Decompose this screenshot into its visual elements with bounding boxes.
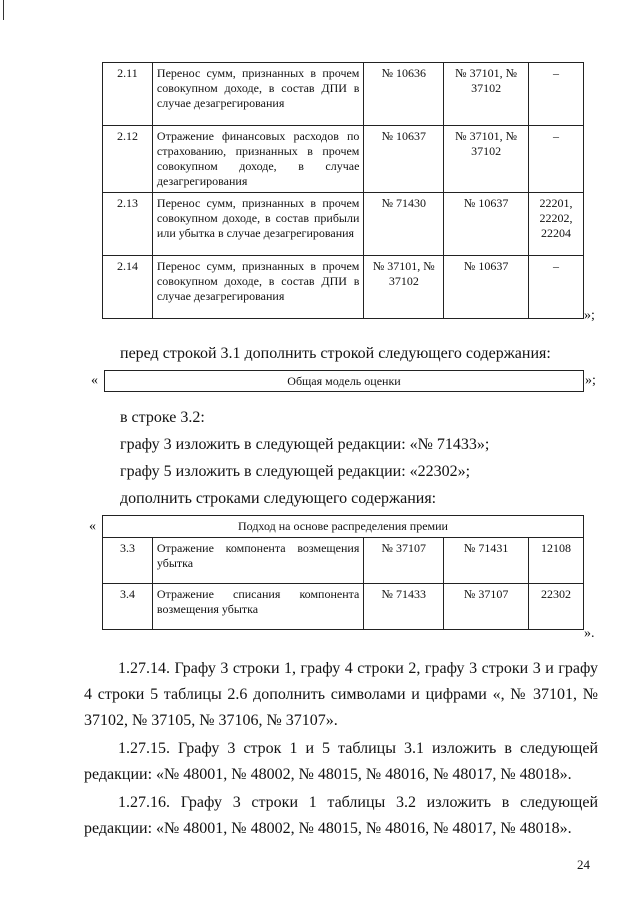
paragraph-1-27-16: 1.27.16. Графу 3 строки 1 таблицы 3.2 изложить в следующей редакции: «№ 48001, № 48002, № 48015, № 48016, № 48017, № 48018».	[84, 794, 598, 837]
debit-account: № 37107	[364, 538, 444, 584]
table-row	[103, 126, 584, 193]
credit-account: № 37101, № 37102	[444, 63, 529, 126]
debit-account: № 71430	[364, 193, 444, 256]
credit-account: № 37101, № 37102	[444, 126, 529, 193]
inserted-row-general-model: Общая модель оценки	[104, 370, 584, 392]
table-row	[103, 256, 584, 319]
debit-account: № 10636	[364, 63, 444, 126]
row-number: 2.12	[103, 126, 153, 193]
credit-account: № 10637	[444, 193, 529, 256]
operation-description: Отражение списания компонента возмещения убытка	[152, 584, 363, 630]
debit-account: № 37101, № 37102	[364, 256, 444, 319]
margin-mark	[3, 0, 4, 20]
opening-quote: «	[89, 519, 96, 534]
operation-description: Перенос сумм, признанных в прочем совокупном доходе, в состав прибыли или убытка в случае дезагрегирования	[152, 193, 364, 256]
opening-quote: «	[91, 373, 98, 388]
row-number: 2.11	[103, 63, 153, 126]
operation-description: Перенос сумм, признанных в прочем совокупном доходе, в состав ДПИ в случае дезагрегирования	[152, 63, 364, 126]
closing-quote: »;	[585, 373, 596, 388]
page-number: 24	[577, 857, 590, 872]
row-number: 3.4	[103, 584, 153, 630]
row-number: 3.3	[103, 538, 153, 584]
table-header-row	[103, 516, 584, 538]
instruction-text: дополнить строками следующего содержания:	[120, 490, 437, 507]
table-row	[103, 538, 584, 584]
symbol-code: 22302	[529, 584, 584, 630]
paragraph-1-27-14: 1.27.14. Графу 3 строки 1, графу 4 строки 2, графу 3 строки 3 и графу 4 строки 5 таблицы 2.6 дополнить символами и цифрами «, № 37101, № 37102, № 37105, № 37106, № 37107».	[84, 660, 598, 729]
symbol-code: 12108	[529, 538, 584, 584]
amendment-table-1	[102, 62, 584, 319]
credit-account: № 10637	[444, 256, 529, 319]
paragraph-1-27-15: 1.27.15. Графу 3 строк 1 и 5 таблицы 3.1 изложить в следующей редакции: «№ 48001, № 48002, № 48015, № 48016, № 48017, № 48018».	[84, 740, 598, 783]
operation-description: Перенос сумм, признанных в прочем совокупном доходе, в состав ДПИ в случае дезагрегирования	[152, 256, 364, 319]
instruction-text: графу 3 изложить в следующей редакции: «№ 71433»;	[120, 436, 490, 453]
debit-account: № 10637	[364, 126, 444, 193]
section-header: Подход на основе распределения премии	[103, 516, 584, 538]
closing-quote: ».	[584, 626, 595, 641]
row-number: 2.13	[103, 193, 153, 256]
operation-description: Отражение финансовых расходов по страхованию, признанных в прочем совокупном доходе, в случае дезагрегирования	[152, 126, 364, 193]
credit-account: № 37107	[444, 584, 529, 630]
amendment-table-2	[102, 515, 584, 630]
closing-quote: »;	[584, 308, 595, 323]
table-row	[103, 193, 584, 256]
symbol-code: –	[529, 63, 584, 126]
instruction-text: перед строкой 3.1 дополнить строкой следующего содержания:	[120, 345, 551, 362]
credit-account: № 71431	[444, 538, 529, 584]
symbol-code: 22201, 22202, 22204	[529, 193, 584, 256]
debit-account: № 71433	[364, 584, 444, 630]
symbol-code: –	[529, 256, 584, 319]
instruction-text: графу 5 изложить в следующей редакции: «22302»;	[120, 463, 471, 480]
table-row	[103, 584, 584, 630]
symbol-code: –	[529, 126, 584, 193]
instruction-text: в строке 3.2:	[120, 409, 205, 426]
table-row	[103, 63, 584, 126]
row-number: 2.14	[103, 256, 153, 319]
operation-description: Отражение компонента возмещения убытка	[152, 538, 363, 584]
